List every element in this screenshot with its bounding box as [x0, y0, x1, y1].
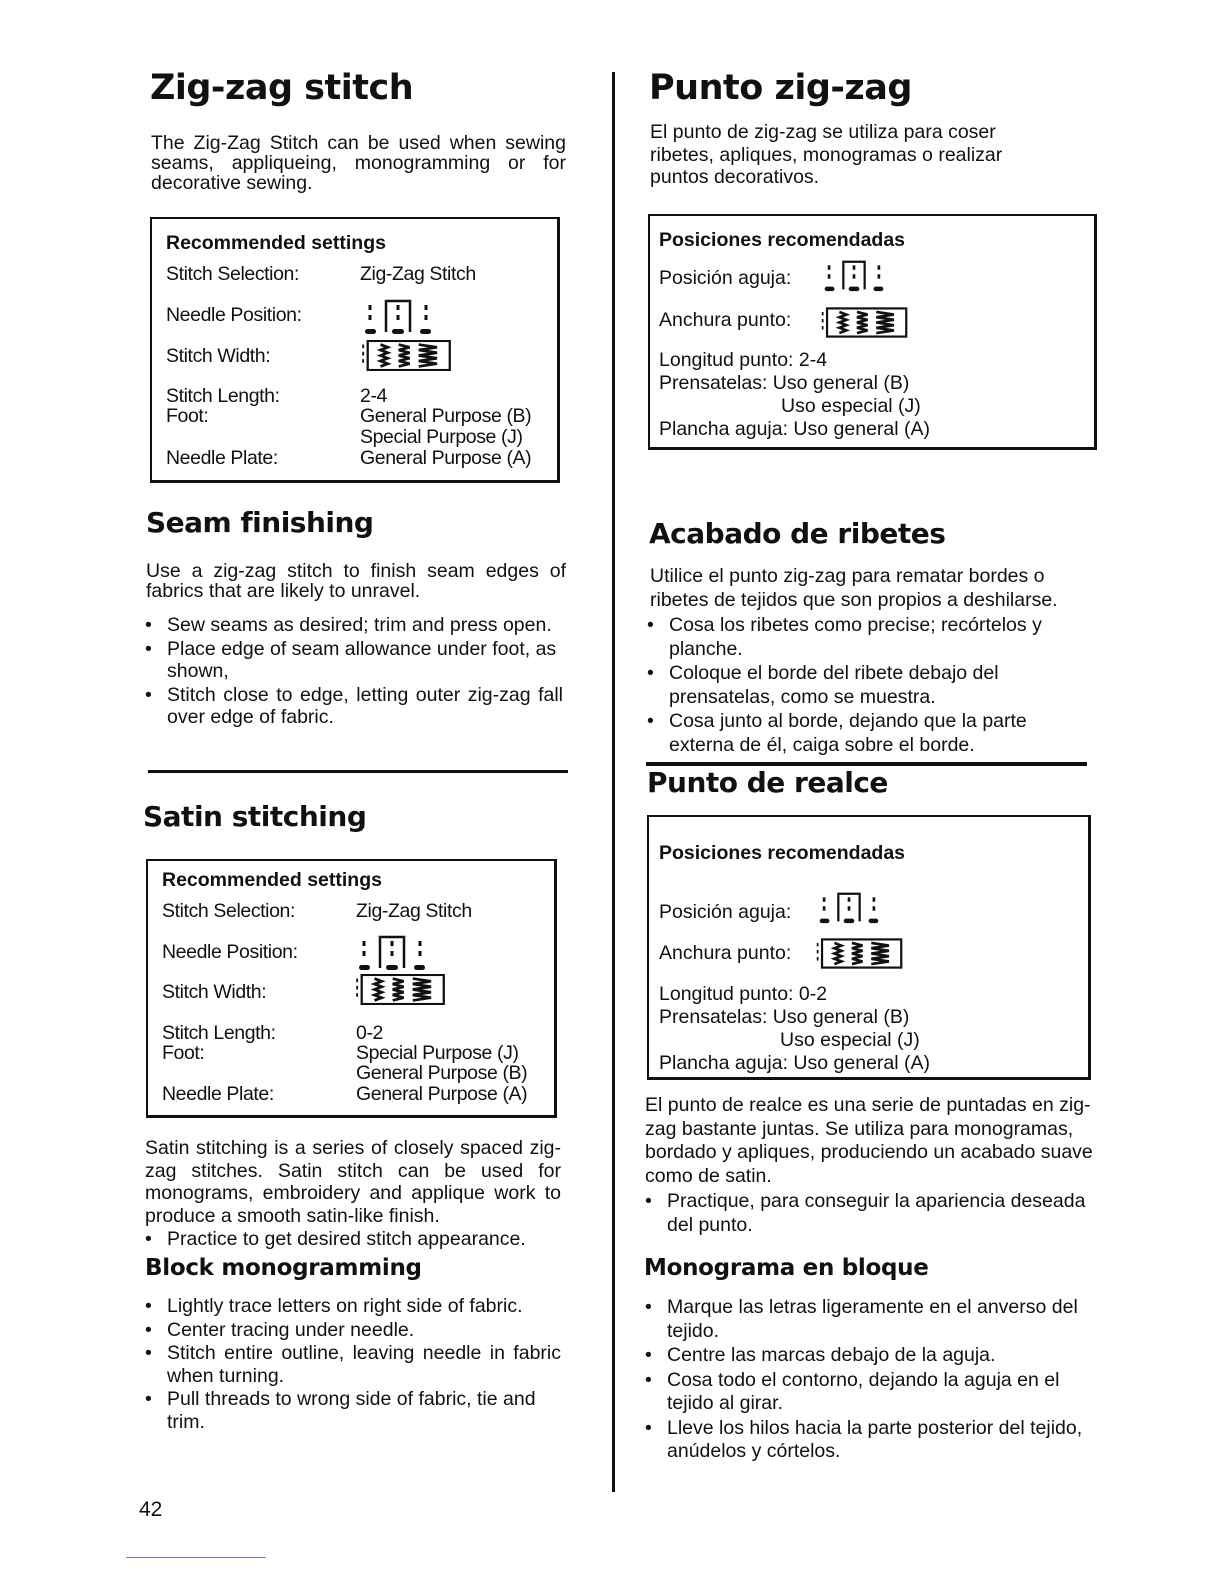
seam-finishing-title: Seam finishing	[146, 506, 374, 539]
acabado-list	[647, 613, 1097, 757]
scan-mark	[126, 1557, 266, 1558]
foot-line-1: Prensatelas: Uso general (B)	[659, 1006, 910, 1028]
stitch-length-label: Stitch Length:	[166, 385, 280, 407]
needle-position-icon	[362, 299, 434, 335]
needle-position-label: Needle Position:	[166, 304, 302, 326]
stitch-length-value: 0-2	[356, 1022, 383, 1044]
list-item: • Lightly trace letters on right side of fabric.	[145, 1295, 561, 1318]
acabado-title: Acabado de ribetes	[649, 517, 946, 550]
settings-heading: Posiciones recomendadas	[659, 842, 906, 864]
seam-finishing-intro: Use a zig-zag stitch to finish seam edges of fabrics that are likely to unravel.	[146, 560, 566, 602]
seam-finishing-list	[145, 614, 563, 730]
stitch-selection-label: Stitch Selection:	[162, 900, 296, 922]
settings-heading: Posiciones recomendadas	[659, 229, 906, 251]
foot-value-1: General Purpose (B)	[360, 405, 532, 427]
list-item: • Cosa junto al borde, dejando que la parte externa de él, caiga sobre el borde.	[647, 709, 1097, 757]
stitch-width-icon	[354, 974, 446, 1005]
acabado-intro: Utilice el punto zig-zag para rematar bordes o ribetes de tejidos que son propios a deshilarse.	[650, 565, 1058, 611]
needle-plate-value: General Purpose (A)	[356, 1083, 528, 1105]
needle-plate-label: Needle Plate:	[166, 447, 278, 469]
needle-position-label: Needle Position:	[162, 941, 298, 963]
settings-heading: Recommended settings	[162, 869, 382, 891]
needle-plate-value: General Purpose (A)	[360, 447, 532, 469]
zigzag-title: Zig-zag stitch	[150, 68, 414, 108]
foot-line-2: Uso especial (J)	[781, 395, 921, 417]
punto-zigzag-intro: El punto de zig-zag se utiliza para coser ribetes, apliques, monogramas o realizar puntos decorativos.	[650, 121, 1003, 188]
needle-position-label: Posición aguja:	[659, 901, 792, 923]
list-item: • Cosa todo el contorno, dejando la aguja en el tejido al girar.	[645, 1369, 1095, 1416]
zigzag-intro: The Zig-Zag Stitch can be used when sewing seams, appliqueing, monogramming or for decorative sewing.	[151, 132, 566, 194]
list-item: • Stitch entire outline, leaving needle in fabric when turning.	[145, 1342, 561, 1387]
list-item: • Practique, para conseguir la apariencia deseada del punto.	[645, 1190, 1095, 1237]
punto-realce-title: Punto de realce	[647, 766, 888, 799]
foot-value-2: General Purpose (B)	[356, 1062, 528, 1084]
zigzag-settings-box	[150, 217, 560, 483]
foot-value-2: Special Purpose (J)	[360, 426, 523, 448]
stitch-width-label: Anchura punto:	[659, 309, 792, 331]
foot-value-1: Special Purpose (J)	[356, 1042, 519, 1064]
stitch-width-icon	[820, 304, 908, 341]
block-monogramming-title: Block monogramming	[145, 1255, 422, 1281]
stitch-width-label: Stitch Width:	[162, 981, 267, 1003]
needle-position-icon	[356, 935, 428, 971]
realce-intro: El punto de realce es una serie de puntadas en zig-zag bastante juntas. Se utiliza para monogramas, bordado y apliques, produciendo un acabado suave como de satin.	[645, 1094, 1093, 1187]
list-item: • Place edge of seam allowance under foot, as shown,	[145, 638, 563, 683]
list-item: • Cosa los ribetes como precise; recórtelos y planche.	[647, 613, 1097, 661]
list-item: • Sew seams as desired; trim and press open.	[145, 614, 563, 637]
needle-position-label: Posición aguja:	[659, 267, 792, 289]
needle-plate-label: Needle Plate:	[162, 1083, 274, 1105]
posiciones-box-realce	[647, 815, 1091, 1080]
punto-zigzag-title: Punto zig-zag	[649, 68, 912, 108]
satin-intro: Satin stitching is a series of closely spaced zig-zag stitches. Satin stitch can be used for monograms, embroidery and applique work to produce a smooth satin-like finish.	[145, 1137, 561, 1227]
section-divider	[148, 770, 568, 773]
stitch-width-icon	[360, 340, 452, 371]
column-divider	[612, 72, 615, 1492]
list-item: • Centre las marcas debajo de la aguja.	[645, 1344, 1095, 1368]
stitch-selection-value: Zig-Zag Stitch	[356, 900, 472, 922]
realce-list	[645, 1190, 1095, 1237]
foot-label: Foot:	[166, 405, 209, 427]
list-item: • Practice to get desired stitch appearance.	[145, 1228, 563, 1251]
list-item: • Pull threads to wrong side of fabric, tie and trim.	[145, 1388, 561, 1433]
foot-line-2: Uso especial (J)	[780, 1029, 920, 1051]
plate-line: Plancha aguja: Uso general (A)	[659, 418, 930, 440]
monograma-title: Monograma en bloque	[644, 1255, 929, 1281]
block-monogramming-list	[145, 1295, 561, 1434]
stitch-length-value: 2-4	[360, 385, 387, 407]
list-item: • Coloque el borde del ribete debajo del prensatelas, como se muestra.	[647, 661, 1097, 709]
stitch-width-label: Anchura punto:	[659, 942, 792, 964]
monograma-list	[645, 1296, 1095, 1465]
stitch-length-line: Longitud punto: 2-4	[659, 349, 828, 371]
stitch-width-icon	[815, 935, 903, 972]
settings-heading: Recommended settings	[166, 232, 386, 254]
stitch-length-label: Stitch Length:	[162, 1022, 276, 1044]
page-number: 42	[139, 1498, 163, 1521]
stitch-selection-label: Stitch Selection:	[166, 263, 300, 285]
foot-label: Foot:	[162, 1042, 205, 1064]
stitch-width-label: Stitch Width:	[166, 345, 271, 367]
needle-position-icon	[822, 259, 886, 293]
list-item: • Lleve los hilos hacia la parte posterior del tejido, anúdelos y córtelos.	[645, 1417, 1095, 1464]
stitch-selection-value: Zig-Zag Stitch	[360, 263, 476, 285]
needle-position-icon	[817, 891, 881, 925]
list-item: • Center tracing under needle.	[145, 1319, 561, 1342]
satin-settings-box	[146, 859, 557, 1118]
foot-line-1: Prensatelas: Uso general (B)	[659, 372, 910, 394]
satin-list	[145, 1228, 563, 1251]
list-item: • Stitch close to edge, letting outer zig-zag fall over edge of fabric.	[145, 684, 563, 729]
satin-stitching-title: Satin stitching	[143, 800, 367, 833]
posiciones-box-zigzag	[648, 214, 1097, 450]
plate-line: Plancha aguja: Uso general (A)	[659, 1052, 930, 1074]
stitch-length-line: Longitud punto: 0-2	[659, 983, 828, 1005]
list-item: • Marque las letras ligeramente en el anverso del tejido.	[645, 1296, 1095, 1343]
